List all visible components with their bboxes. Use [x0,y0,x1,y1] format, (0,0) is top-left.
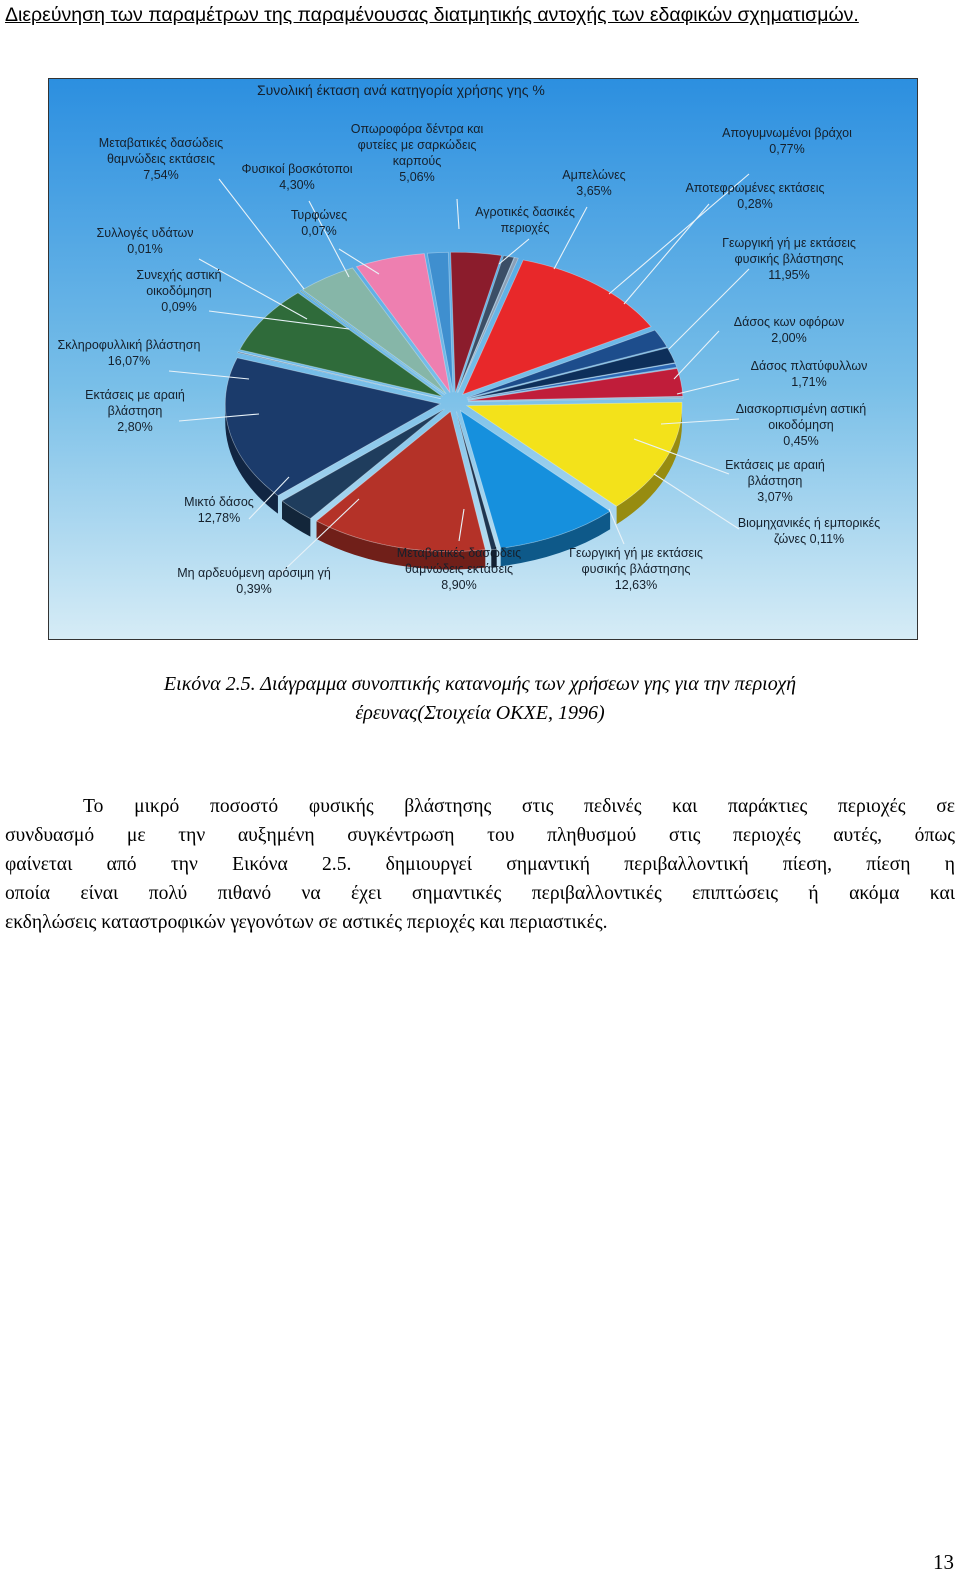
paragraph-line: Το μικρό ποσοστό φυσικής βλάστησης στις πεδινές και παράκτιες περιοχές σε [83,796,955,817]
slice-label-line: οικοδόμηση [768,418,834,432]
slice-label-line: Δάσος κων οφόρων [733,315,845,329]
slice-label-line: Μεταβατικές δασώδεις [98,136,224,150]
slice-label-line: Αποτεφρωμένες εκτάσεις [685,181,825,195]
slice-label-line: 11,95% [768,268,810,282]
slice-label-line: 0,45% [783,434,819,448]
slice-label-line: Δάσος πλατύφυλλων [750,359,868,373]
slice-label-line: 0,07% [301,224,337,238]
slice-label-line: 0,39% [236,582,272,596]
slice-label-line: Διασκορπισμένη αστική [735,402,867,416]
paragraph-line: εκδηλώσεις καταστροφικών γεγονότων σε αστικές περιοχές και περιαστικές. [5,912,608,933]
slice-label-line: Σκληροφυλλική βλάστηση [57,338,201,352]
slice-label-line: 1,71% [791,375,827,389]
slice-label-line: Μεταβατικές δασώδεις [396,546,522,560]
slice-label-line: 3,07% [757,490,793,504]
figure-caption: Εικόνα 2.5. Διάγραμμα συνοπτικής κατανομής των χρήσεων γης για την περιοχή [163,673,797,695]
slice-label-line: Βιομηχανικές ή εμπορικές [737,516,881,530]
slice-label-line: βλάστηση [107,404,163,418]
slice-label-line: φυτείες με σαρκώδεις [357,138,477,152]
slice-label-line: Τυρφώνες [290,208,348,222]
slice-label-line: βλάστηση [747,474,803,488]
slice-label-line: φυσικής βλάστησης [734,252,844,266]
slice-label-line: 16,07% [107,354,151,368]
slice-label-line: 0,01% [127,242,163,256]
slice-label-line: Συνολική έκταση ανά κατηγορία χρήσης γης % [257,82,545,98]
slice-label-line: 5,06% [399,170,435,184]
slice-label-line: Φυσικοί βοσκότοποι [241,162,353,176]
slice-label-line: Εκτάσεις με αραιή [85,388,185,402]
slice-label-line: Συνεχής αστική [136,268,222,282]
paragraph-line: φαίνεται από την Εικόνα 2.5. δημιουργεί σημαντική περιβαλλοντική πίεση, πίεση η [5,854,955,875]
chart-title [257,82,545,98]
figure-caption-continued: έρευνας(Στοιχεία ΟΚΧΕ, 1996) [355,702,605,724]
body-paragraph [5,792,955,937]
slice-label-line: Οπωροφόρα δέντρα και [350,122,484,136]
running-header: Διερεύνηση των παραμέτρων της παραμένουσας διατμητικής αντοχής των εδαφικών σχηματισμών. [5,4,859,26]
slice-label-line: οικοδόμηση [146,284,212,298]
slice-label-line: Μικτό δάσος [184,495,254,509]
slice-label-line: 12,78% [197,511,241,525]
slice-label-line: Απογυμνωμένοι βράχοι [722,126,852,140]
slice-label-line: Συλλογές υδάτων [96,226,194,240]
slice-label-line: 7,54% [143,168,179,182]
slice-label-line: θαμνώδεις εκτάσεις [404,562,514,576]
slice-label-line: 0,28% [737,197,773,211]
slice-label-line: θαμνώδεις εκτάσεις [106,152,216,166]
slice-label-line: 12,63% [614,578,658,592]
slice-label-line: Εκτάσεις με αραιή [725,458,825,472]
slice-label-line: περιοχές [500,221,550,235]
pie-chart [49,79,917,639]
pie-chart-figure [48,78,918,640]
slice-label-line: φυσικής βλάστησης [581,562,691,576]
slice-label-line: 0,77% [769,142,805,156]
paragraph-line: οποία είναι πολύ πιθανό να έχει σημαντικές περιβαλλοντικές επιπτώσεις ή ακόμα και [5,883,955,904]
slice-label-line: Μη αρδευόμενη αρόσιμη γή [177,566,331,580]
slice-label-line: Γεωργική γή με εκτάσεις [569,546,703,560]
slice-label-line: 8,90% [441,578,477,592]
paragraph-line: συνδυασμό με την αυξημένη συγκέντρωση του πληθυσμού στις περιοχές αυτές, όπως [5,825,955,846]
slice-label-line: ζώνες 0,11% [773,532,845,546]
slice-label-line: 0,09% [161,300,197,314]
slice-label-line: Γεωργική γή με εκτάσεις [722,236,856,250]
slice-label-line: καρπούς [392,154,442,168]
slice-label-line: 2,80% [117,420,153,434]
slice-label-line: 3,65% [576,184,612,198]
slice-label-line: Αγροτικές δασικές [475,205,575,219]
slice-label-line: Αμπελώνες [562,168,626,182]
page-number: 13 [933,1550,954,1574]
slice-label-line: 4,30% [279,178,315,192]
slice-label-line: 2,00% [771,331,807,345]
